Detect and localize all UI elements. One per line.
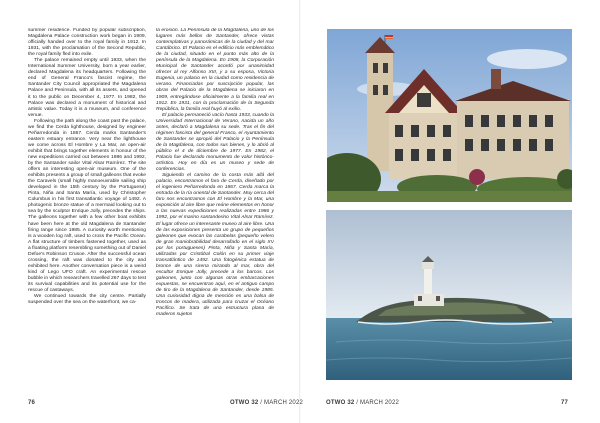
issue-date: / MARCH 2022 (354, 400, 400, 406)
paragraph: We continued towards the city centre. Partially suspended over the sea on the waterfront, we ca- (28, 294, 146, 306)
palace-photo (327, 29, 572, 202)
lighthouse-illustration (326, 210, 572, 380)
spanish-text-column (156, 28, 274, 388)
paragraph: la erosión. La Península de la Magdalena, uno de los lugares más bellos de Santander, ofrece vistas contemplativas y panorámicas de la ciudad y del mar Cantábrico. El Palacio es el edificio más emblemático de la ciudad, situado en el punto más alto de la península de la Magdalena. En 1908, la Corporación Municipal de Santander acordó por unanimidad ofrecer al rey Alfonso XIII, y a su esposa, Victoria Eugenia, un palacio en la ciudad como residencia de verano. Financiadas por suscripción popular, las obras del Palacio de la Magdalena se iniciaron en 1909, entregándose oficialmente a la familia real en 1912. En 1931, con la proclamación de la Segunda República, la familia real huyó al exilio. (156, 28, 274, 112)
folio-right (326, 400, 399, 406)
magazine-name: OTWO 32 (326, 400, 355, 406)
lighthouse-photo (326, 210, 572, 380)
paragraph: Siguiendo el camino de la costa más allá del palacio, encontramos el faro de Cerda, diseñado por el ingeniero Peñarredonda en 1867. Cerda marca la entrada de la ría oriental de Santander. Muy cerca del faro nos encontramos con El Hombre y la Mar, una exposición al aire libre que reúne elementos en honor a las nuevas expediciones realizadas entre 1986 y 1992, por el marino santanderino Vital Alsar Ramírez. El lugar ofrece un interesante museo al aire libre. Una de las exposiciones presenta un grupo de pequeños galeones que evocan las carabelas (pequeño velero de gran maniobrabilidad desarrollado en el siglo XV por los portugueses) Pinta, Niña y Santa María, utilizadas por Cristóbal Colón en su primer viaje transatlántico de 1492. Una fotogénica estatua de bronce de una sirena mirando al mar, obra del escultor Enrique Jolly, precede a los barcos. Los galeones, junto con algunas otras embarcaciones expuestas, se encuentran aquí, en el antiguo campo de tiro de la Magdalena de Santander, desde 1985. Una curiosidad digna de mención es una balsa de troncos de madera, utilizada para cruzar el Océano Pacífico. Se trata de una estructura plana de maderos sujetos (156, 173, 274, 318)
paragraph: summer residence. Funded by popular subscription, Magdalena Palace construction work began in 1909, officially handed over to the royal family in 1912. In 1931, with the proclamation of the Second Republic, the royal family fled into exile. (28, 28, 146, 58)
page-gutter (299, 0, 301, 423)
magazine-name: OTWO 32 (230, 400, 259, 406)
page-number-right: 77 (561, 400, 569, 406)
page-number-left: 76 (28, 400, 36, 406)
paragraph: El palacio permaneció vacío hasta 1933, cuando la Universidad Internacional de Verano, nacida un año antes, declaró a Magdalena su sede. Tras el fin del régimen fascista del general Franco, el Ayuntamiento de Santander se apropió del Palacio y la Península de la Magdalena, con todos sus bienes, y lo abrió al público el 4 de diciembre de 1977. En 1982, el Palacio fue declarado monumento de valor histórico-artístico. Hoy en día es un museo y sede de conferencias. (156, 112, 274, 173)
paragraph: The palace remained empty until 1933, when the International Summer University, born a year earlier, declared Magdalena its headquarters. Following the end of General Franco's fascist regime, the Santander City Council appropriated the Magdalena Palace and Peninsula, with all its assets, and opened it to the public on December 4, 1977. In 1982, the Palace was declared a monument of historical and artistic value. Today it is a museum, and conference venue. (28, 58, 146, 118)
folio-left (230, 400, 303, 406)
palace-illustration (327, 29, 572, 202)
english-text-column (28, 28, 146, 388)
issue-date: / MARCH 2022 (258, 400, 304, 406)
paragraph: Following the path along the coast past the palace, we find the Cerda lighthouse, designed by engineer Peñarredonda in 1867. Cerda marks Santander's eastern estuary entrance. Very near the lighthouse we come across El Hombre y La Mar, an open-air exhibit that brings together elements in honour of the new expeditions carried out between 1986 and 1992, by the Santander sailor Vital Alsar Ramírez. The site offers an interesting open-air museum. One of the exhibits presents a group of small galleons that evoke the Caravels (small highly manoeuvrable sailing ship developed in the 15th century by the Portuguese) Pinta, Niña and Santa María, used by Christopher Columbus in his first transatlantic voyage of 1492. A photogenic bronze statue of a mermaid looking out to sea by the sculptor Enrique Jolly, precedes the ships. The galleons together with a few other boat exhibits have been here at the old Magdalena de Santander firing range since 1985. A curiosity worth mentioning is a wooden log raft, used to cross the Pacific Ocean. A flat structure of timbers fastened together, used as a floating platform resembling something out of Daniel Defoe's Robinson Crusoe. After the successful ocean crossing, the raft was donated to the city and exhibited here. Another conversation piece is a weird kind of Lego UFO craft. An experimental rescue bubble in which researchers travelled 267 days to test its survival capabilities and its potential use for the rescue of castaways. (28, 118, 146, 294)
